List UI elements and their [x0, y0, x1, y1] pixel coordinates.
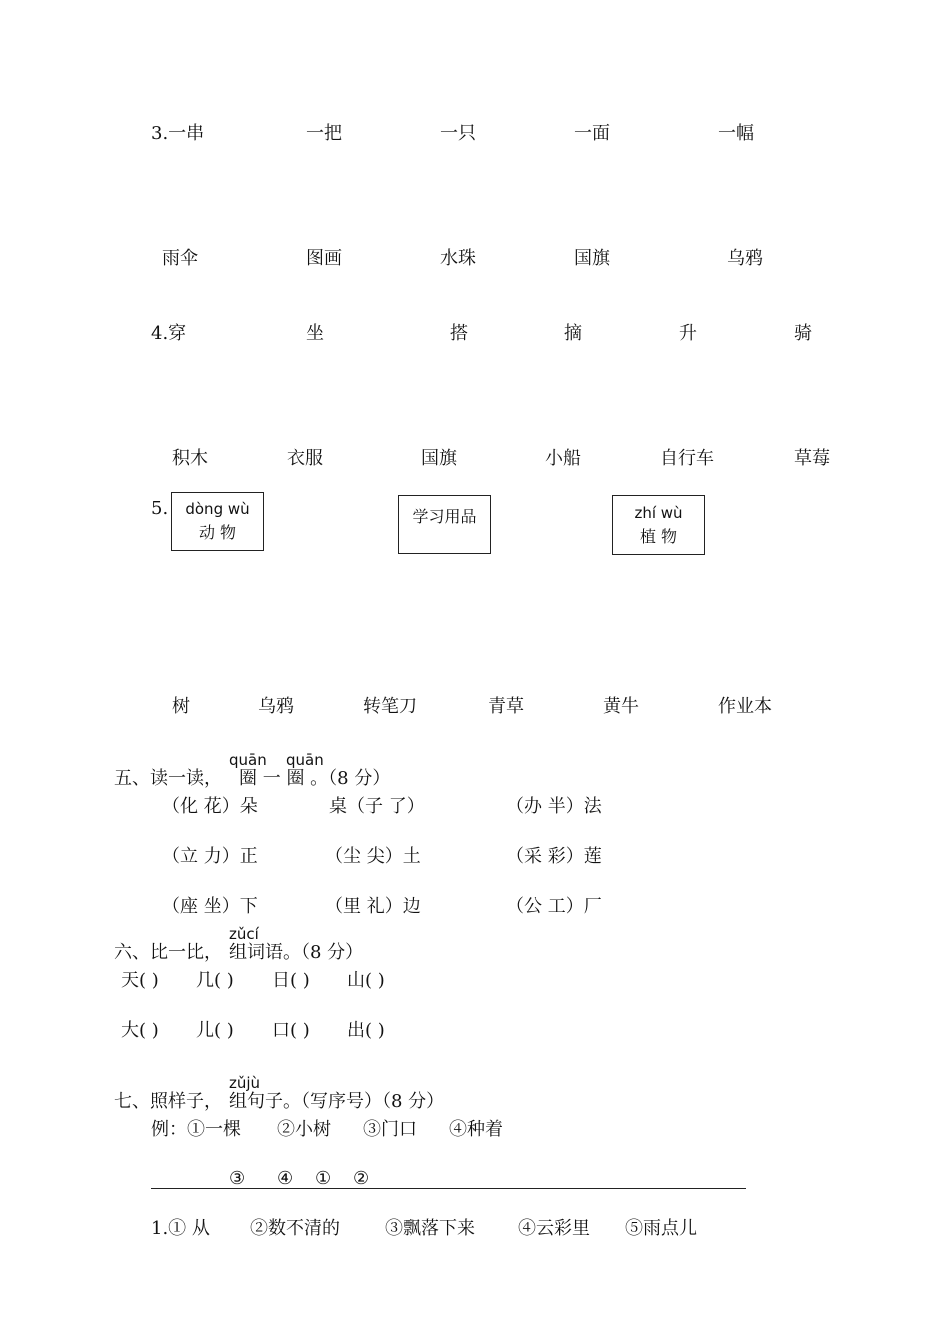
- answer-2: ④: [277, 1168, 294, 1189]
- section5-item-3-3: （公 工）厂: [506, 896, 602, 917]
- section6-heading-b: 组词语。（8 分）: [229, 942, 364, 963]
- example-item-4: ④种着: [449, 1119, 503, 1140]
- q5-word-6: 作业本: [718, 696, 772, 717]
- section5-item-1-3: （办 半）法: [506, 796, 602, 817]
- section6-item-1-4: 山( ): [347, 970, 385, 991]
- item1-part-1: 1.① 从: [151, 1218, 210, 1239]
- q3-measure-5: 一幅: [718, 123, 754, 144]
- q4-verb-2: 坐: [306, 323, 324, 344]
- q5-word-2: 乌鸦: [258, 696, 294, 717]
- q4-object-2: 衣服: [287, 448, 323, 469]
- section7-pinyin: zǔjù: [229, 1074, 261, 1092]
- q4-object-4: 小船: [545, 448, 581, 469]
- q3-measure-2: 一把: [306, 123, 342, 144]
- category-box-plants-label: 植 物: [639, 527, 678, 546]
- example-item-3: ③门口: [363, 1119, 417, 1140]
- section5-item-3-1: （座 坐）下: [162, 896, 258, 917]
- q4-verb-6: 骑: [794, 323, 812, 344]
- q4-verb-1: 4.穿: [151, 323, 187, 344]
- section6-item-1-3: 日( ): [272, 970, 310, 991]
- q4-object-3: 国旗: [421, 448, 457, 469]
- section5-item-2-3: （采 彩）莲: [506, 846, 602, 867]
- item1-part-4: ④云彩里: [518, 1218, 590, 1239]
- q4-object-1: 积木: [172, 448, 208, 469]
- section5-heading-a: 五、读一读，: [114, 768, 222, 789]
- section5-pinyin-1: quān: [229, 751, 267, 769]
- q4-object-6: 草莓: [794, 448, 830, 469]
- answer-line: [151, 1188, 746, 1189]
- category-box-school-supplies-label: 学习用品: [412, 507, 477, 526]
- q5-word-3: 转笔刀: [363, 696, 417, 717]
- section6-item-1-2: 几( ): [196, 970, 234, 991]
- q3-noun-2: 图画: [306, 248, 342, 269]
- q3-measure-4: 一面: [574, 123, 610, 144]
- section6-item-2-3: 口( ): [272, 1020, 310, 1041]
- category-box-school-supplies: [398, 495, 491, 554]
- q3-noun-3: 水珠: [440, 248, 476, 269]
- item1-part-2: ②数不清的: [250, 1218, 340, 1239]
- q3-measure-3: 一只: [440, 123, 476, 144]
- section5-item-3-2: （里 礼）边: [325, 896, 421, 917]
- section5-item-2-2: （尘 尖）土: [325, 846, 421, 867]
- q5-word-1: 树: [172, 696, 190, 717]
- category-box-animals-pinyin: dòng wù: [185, 500, 250, 518]
- section6-heading-a: 六、比一比，: [114, 942, 222, 963]
- q5-word-4: 青草: [488, 696, 524, 717]
- section5-item-1-2: 桌（子 了）: [329, 796, 425, 817]
- section6-pinyin: zǔcí: [229, 925, 259, 943]
- section6-item-2-4: 出( ): [347, 1020, 385, 1041]
- answer-4: ②: [353, 1168, 370, 1189]
- section7-heading-a: 七、照样子，: [114, 1091, 222, 1112]
- q5-number: 5.: [151, 498, 169, 519]
- section6-item-2-1: 大( ): [121, 1020, 159, 1041]
- q3-noun-5: 乌鸦: [727, 248, 763, 269]
- section5-pinyin-2: quān: [286, 751, 324, 769]
- q4-object-5: 自行车: [660, 448, 714, 469]
- answer-1: ③: [229, 1168, 246, 1189]
- section5-item-2-1: （立 力）正: [162, 846, 258, 867]
- q4-verb-3: 搭: [450, 323, 468, 344]
- q5-word-5: 黄牛: [603, 696, 639, 717]
- section5-item-1-1: （化 花）朵: [162, 796, 258, 817]
- q3-noun-4: 国旗: [574, 248, 610, 269]
- category-box-plants-pinyin: zhí wù: [634, 504, 683, 522]
- item1-part-3: ③飘落下来: [385, 1218, 475, 1239]
- section5-heading-b: 圈 一 圈 。（8 分）: [239, 768, 391, 789]
- answer-3: ①: [315, 1168, 332, 1189]
- q3-measure-1: 3.一串: [151, 123, 205, 144]
- q3-noun-1: 雨伞: [162, 248, 198, 269]
- section6-item-1-1: 天( ): [121, 970, 159, 991]
- example-item-1: 例：①一棵: [151, 1119, 241, 1140]
- section6-item-2-2: 儿( ): [196, 1020, 234, 1041]
- category-box-animals-label: 动 物: [198, 523, 237, 542]
- q4-verb-4: 摘: [564, 323, 582, 344]
- category-box-animals: [171, 492, 264, 551]
- q4-verb-5: 升: [679, 323, 697, 344]
- category-box-plants: [612, 495, 705, 555]
- section7-heading-b: 组句子。（写序号）（8 分）: [229, 1091, 445, 1112]
- item1-part-5: ⑤雨点儿: [625, 1218, 697, 1239]
- example-item-2: ②小树: [277, 1119, 331, 1140]
